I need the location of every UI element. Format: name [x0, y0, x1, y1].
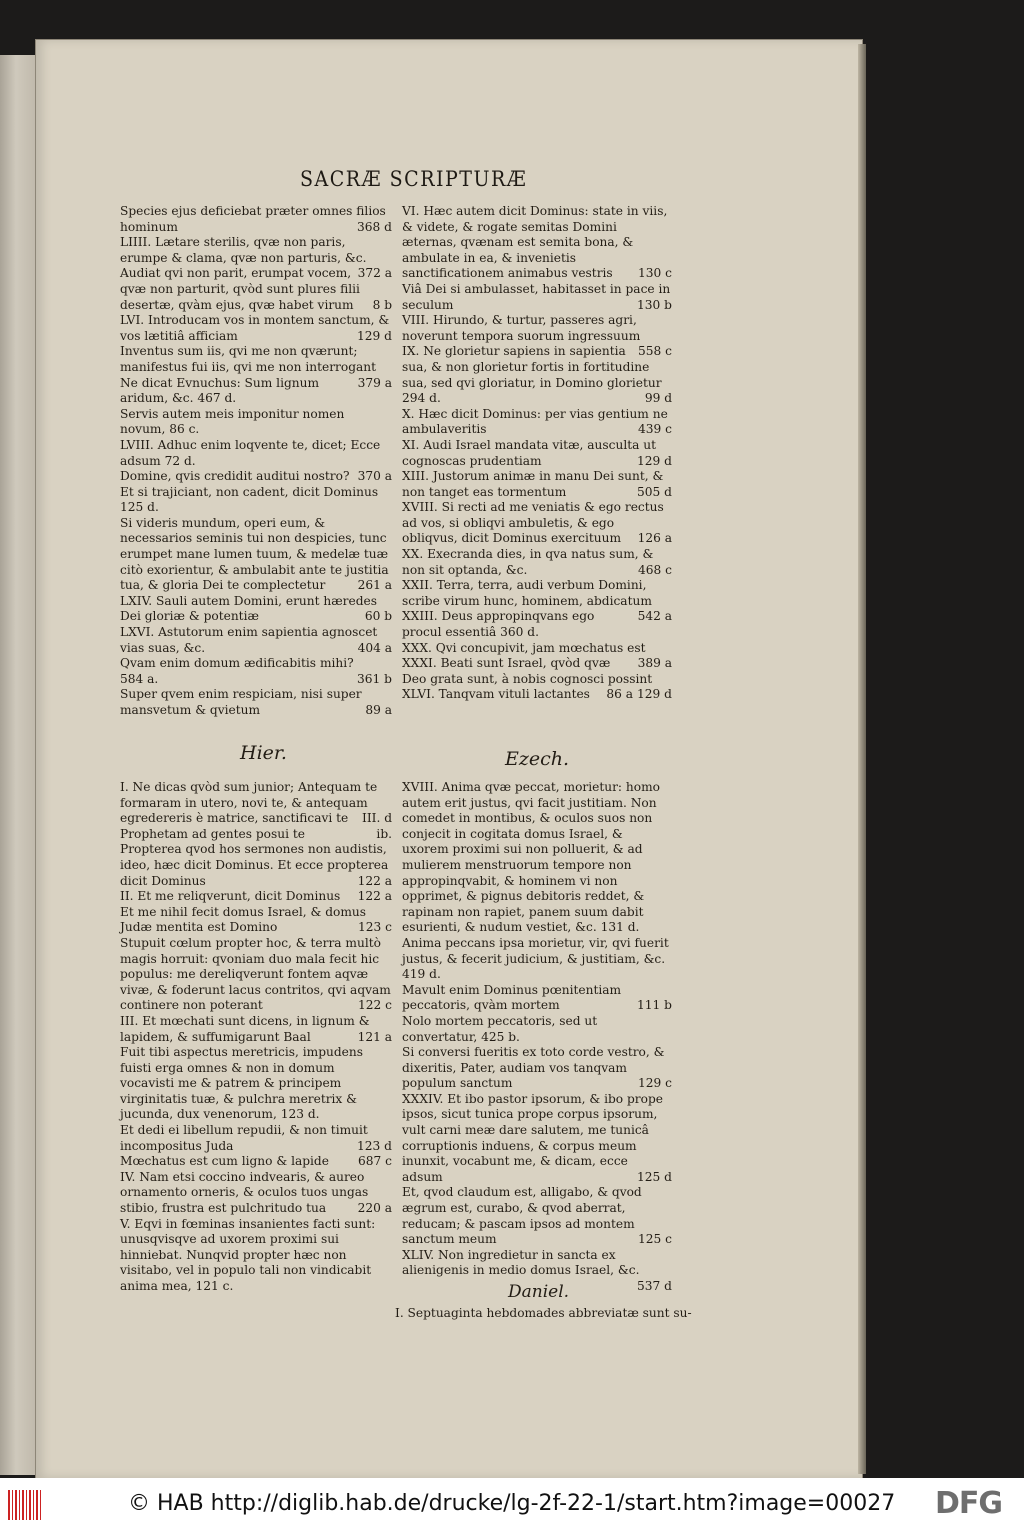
index-entry — [402, 204, 672, 282]
page-reference: 122 a — [357, 873, 392, 888]
page-reference: 537 d — [637, 1279, 672, 1293]
page-edge-shadow — [858, 44, 866, 1474]
page-reference: 125 d — [637, 1169, 672, 1184]
page-reference: 122 c — [358, 998, 392, 1013]
index-entry — [120, 780, 392, 827]
facing-page-edge — [0, 55, 40, 1475]
page-reference: 60 b — [364, 609, 392, 624]
entry-text: Et si trajiciant, non cadent, dicit Dominus 125 d. — [120, 484, 379, 515]
page-reference: 8 b — [372, 297, 392, 312]
page-reference: 89 a — [365, 703, 392, 717]
section-heading-hier: Hier. — [240, 742, 287, 764]
entry-text: XX. Execranda dies, in qva natus sum, & non sit optanda, &c. — [402, 547, 654, 577]
index-entry — [402, 609, 672, 640]
index-entry — [120, 204, 392, 235]
index-entry — [120, 936, 392, 1014]
index-entry — [120, 1014, 392, 1045]
index-entry — [120, 1123, 392, 1154]
entry-text: IX. Ne glorietur sapiens in sapientia sua, & non glorietur fortis in fortitudine sua, sed qvi gloriatur, in Domino glorietur — [402, 344, 662, 390]
page-reference: 121 a — [357, 1029, 392, 1044]
index-entry — [120, 889, 392, 905]
entry-text: Si videris mundum, operi eum, & necessarios seminis tui non despicies, tunc erumpet mane lumen tuum, & medelæ tuæ citò exorientur, & ambulabit ante te justitia tua, & gloria Dei te complectetur — [120, 515, 389, 593]
entry-text: XLVI. Tanqvam vituli lactantes — [402, 687, 590, 702]
index-entry — [120, 1045, 392, 1123]
right-column-bottom — [402, 780, 672, 1295]
page-reference: 379 a — [357, 375, 392, 390]
index-entry — [402, 1185, 672, 1247]
page-reference: 130 c — [638, 266, 672, 281]
index-entry — [402, 1092, 672, 1186]
index-entry — [120, 469, 392, 485]
entry-text: IV. Nam etsi coccino indvearis, & aureo ornamento orneris, & oculos tuos ungas stibio, frustra est pulchritudo tua — [120, 1169, 369, 1216]
entry-text: Ne dicat Evnuchus: Sum lignum aridum, &c. 467 d. — [120, 375, 320, 406]
index-entry — [402, 391, 672, 407]
index-entry — [120, 407, 392, 438]
entry-text: Nolo mortem peccatoris, sed ut convertatur, 425 b. — [402, 1013, 598, 1044]
page-reference: 126 a — [637, 531, 672, 546]
page-reference: 372 a — [357, 266, 392, 281]
index-entry — [120, 594, 392, 625]
entry-text: XXIII. Deus appropinqvans ego procul essentiâ 360 d. — [402, 609, 595, 640]
dfg-logo: DFG — [935, 1486, 1003, 1521]
entry-text: XXXIV. Et ibo pastor ipsorum, & ibo prope ipsos, sicut tunica prope corpus ipsorum, vult carni meæ dare salutem, me tunicâ corruptionis induens, & corpus meum inunxit, vocabunt me, & dicam, ecce adsum — [402, 1091, 663, 1184]
index-entry — [120, 485, 392, 516]
entry-text: 584 a. — [120, 671, 159, 686]
page-reference: 687 c — [358, 1154, 392, 1169]
entry-text: XXXI. Beati sunt Israel, qvòd qvæ Deo grata sunt, à nobis cognosci possint — [402, 656, 653, 686]
entry-text: Mavult enim Dominus pœnitentiam peccatoris, qvàm mortem — [402, 982, 622, 1013]
index-entry — [120, 376, 392, 407]
index-entry — [120, 1170, 392, 1217]
page-reference: 439 c — [638, 422, 672, 437]
entry-text: V. Eqvi in fœminas insanientes facti sunt: unusqvisqve ad uxorem proximi sui hinniebat. Nunqvid propter hæc non visitabo, vel in populo tali non vindicabit anima mea, 121 c. — [120, 1216, 376, 1293]
entry-text: Anima peccans ipsa morietur, vir, qvi fuerit justus, & fecerit judicium, & justitiam, &c. 419 d. — [402, 935, 669, 982]
entry-text: LVI. Introducam vos in montem sanctum, & vos lætitiâ afficiam — [120, 313, 390, 343]
index-entry — [402, 282, 672, 313]
entry-text: Et, qvod claudum est, alligabo, & qvod ægrum est, curabo, & qvod aberrat, reducam; & pascam ipsos ad montem sanctum meum — [402, 1185, 642, 1247]
page-reference: III. d — [362, 811, 392, 826]
entry-text: XI. Audi Israel mandata vitæ, ausculta ut cognoscas prudentiam — [402, 437, 656, 468]
entry-text: Et me nihil fecit domus Israel, & domus Judæ mentita est Domino — [120, 904, 367, 935]
index-entry — [120, 266, 392, 313]
page-reference: 505 d — [637, 484, 672, 499]
index-entry — [402, 780, 672, 936]
page-reference: 123 c — [358, 920, 392, 935]
page-reference: 404 a — [357, 640, 392, 655]
entry-text: Fuit tibi aspectus meretricis, impudens fuisti erga omnes & non in domum vocavisti me & patrem & principem virginitatis tuæ, & pulchra meretrix & jucunda, dux venenorum, 123 d. — [120, 1045, 363, 1122]
entry-text: LIIII. Lætare sterilis, qvæ non paris, erumpe & clama, qvæ non parturis, &c. — [120, 235, 367, 265]
page-reference: 542 a — [637, 609, 672, 624]
entry-text: Mœchatus est cum ligno & lapide — [120, 1154, 329, 1169]
running-head: SACRÆ SCRIPTURÆ — [300, 166, 528, 192]
entry-text: XIII. Justorum animæ in manu Dei sunt, & non tanget eas tormentum — [402, 469, 664, 499]
entry-text: 294 d. — [402, 391, 441, 406]
entry-text: III. Et mœchati sunt dicens, in lignum & lapidem, & suffumigarunt Baal — [120, 1013, 370, 1044]
entry-text: Propterea qvod hos sermones non audistis, ideo, hæc dicit Dominus. Et ecce propterea dicit Dominus — [120, 842, 389, 888]
page-reference: 125 c — [638, 1232, 672, 1247]
page-reference: 389 a — [637, 656, 672, 671]
page-reference: 122 a — [357, 889, 392, 904]
page-reference: ib. — [376, 826, 392, 841]
entry-text: X. Hæc dicit Dominus: per vias gentium ne ambulaveritis — [402, 406, 668, 437]
page-reference: 261 a — [357, 578, 392, 593]
page-reference: 370 a — [357, 469, 392, 484]
entry-text: I. Ne dicas qvòd sum junior; Antequam te formaram in utero, novi te, & antequam egredereris è matrice, sanctificavi te — [120, 780, 378, 826]
entry-text: Super qvem enim respiciam, nisi super mansvetum & qvietum — [120, 687, 362, 717]
entry-text: II. Et me reliqverunt, dicit Dominus — [120, 889, 341, 904]
index-entry — [402, 500, 672, 547]
index-entry — [120, 827, 392, 843]
entry-text: Stupuit cœlum propter hoc, & terra multò magis horruit: qvoniam duo mala fecit hic populus: me dereliqverunt fontem aqvæ vivæ, & foderunt lacus contritos, qvi aqvam continere non poterant — [120, 935, 391, 1013]
page-reference: 368 d — [357, 219, 392, 234]
page-reference: 129 d — [357, 328, 392, 343]
index-entry — [120, 687, 392, 718]
library-logo-icon — [8, 1490, 42, 1520]
page-reference: 558 c — [638, 344, 672, 359]
index-entry — [120, 1217, 392, 1295]
footer-url[interactable]: © HAB http://diglib.hab.de/drucke/lg-2f-22-1/start.htm?image=00027 — [128, 1491, 896, 1516]
index-entry — [402, 547, 672, 578]
index-entry — [402, 438, 672, 469]
index-entry — [402, 936, 672, 983]
entry-text: Prophetam ad gentes posui te — [120, 826, 305, 841]
entry-text: XVIII. Anima qvæ peccat, morietur: homo autem erit justus, qvi facit justitiam. Non comedet in montibus, & oculos suos non conjecit in cogitata domus Israel, & uxorem proximi sui non polluerit, & ad mulierem menstruorum tempore non appropinqvabit, & hominem vi non opprimet, & pignus debitoris reddet, & rapinam non rapiet, panem suum dabit esurienti, & nudum vestiet, &c. 131 d. — [402, 780, 660, 935]
entry-text: Inventus sum iis, qvi me non qværunt; manifestus fui iis, qvi me non interrogant — [120, 344, 377, 374]
page-reference: 129 d — [637, 453, 672, 468]
entry-text: LXIV. Sauli autem Domini, erunt hæredes Dei gloriæ & potentiæ — [120, 593, 377, 624]
page-reference: 220 a — [357, 1201, 392, 1216]
entry-text: Qvam enim domum ædificabitis mihi? — [120, 656, 354, 671]
page-reference: 99 d — [644, 391, 672, 406]
entry-text: XXII. Terra, terra, audi verbum Domini, scribe virum hunc, hominem, abdicatum — [402, 578, 652, 608]
index-entry — [120, 438, 392, 469]
index-entry — [120, 842, 392, 889]
page-reference: 123 d — [357, 1138, 392, 1153]
entry-text: XLIV. Non ingredietur in sancta ex alienigenis in medio domus Israel, &c. — [402, 1247, 640, 1278]
entry-text: LXVI. Astutorum enim sapientia agnoscet vias suas, &c. — [120, 625, 378, 655]
section-heading-ezech: Ezech. — [505, 748, 570, 770]
entry-text: Et dedi ei libellum repudii, & non timuit incompositus Juda — [120, 1123, 368, 1153]
index-entry — [402, 983, 672, 1014]
entry-text: Audiat qvi non parit, erumpat vocem, qvæ non parturit, qvòd sunt plures filii desertæ, qvàm ejus, qvæ habet virum — [120, 266, 360, 312]
left-column-top — [120, 204, 392, 719]
page-reference: 129 d — [637, 687, 672, 702]
entry-text: Species ejus deficiebat præter omnes filios hominum — [120, 204, 386, 234]
entry-text: VI. Hæc autem dicit Dominus: state in viis, & videte, & rogate semitas Domini æternas, qvænam est semita bona, & ambulate in ea, & invenietis sanctificationem animabus vestris — [402, 204, 668, 281]
right-column-top — [402, 204, 672, 703]
index-entry — [402, 469, 672, 500]
entry-text: VIII. Hirundo, & turtur, passeres agri, noverunt tempora suorum ingressuum — [402, 313, 641, 343]
index-entry — [402, 313, 672, 359]
index-entry — [402, 1045, 672, 1092]
index-entry — [120, 625, 392, 656]
index-entry — [120, 344, 392, 390]
page-reference: 111 b — [637, 998, 672, 1013]
page-reference: 86 a — [606, 687, 634, 702]
entry-text: XXX. Qvi concupivit, jam mœchatus est — [402, 640, 646, 655]
index-entry — [120, 1154, 392, 1170]
entry-text: LVIII. Adhuc enim loqvente te, dicet; Ecce adsum 72 d. — [120, 437, 381, 468]
entry-text: Domine, qvis credidit auditui nostro? — [120, 469, 350, 484]
page-reference: 468 c — [638, 562, 672, 577]
page-reference: 130 b — [637, 297, 672, 312]
left-column-bottom — [120, 780, 392, 1295]
page-reference: 129 c — [638, 1076, 672, 1091]
page-reference: 361 b — [357, 671, 392, 686]
entry-text: Servis autem meis imponitur nomen novum, 86 c. — [120, 406, 345, 437]
index-entry — [402, 1014, 672, 1045]
index-entry — [120, 905, 392, 936]
index-entry — [402, 578, 672, 624]
entry-text: Viâ Dei si ambulasset, habitasset in pace in seculum — [402, 281, 671, 312]
index-entry — [120, 672, 392, 688]
entry-text: XVIII. Si recti ad me veniatis & ego rectus ad vos, si obliqvi ambuletis, & ego obliqvus, dicit Dominus exercituum — [402, 500, 664, 546]
index-entry — [402, 407, 672, 438]
index-entry — [120, 235, 392, 281]
entry-text: Si conversi fueritis ex toto corde vestro, & dixeritis, Pater, audiam vos tanqvam populum sanctum — [402, 1045, 665, 1091]
daniel-first-line: I. Septuaginta hebdomades abbreviatæ sunt su- — [395, 1306, 692, 1320]
section-heading-daniel: Daniel. — [508, 1282, 570, 1302]
index-entry — [120, 516, 392, 594]
index-entry — [120, 313, 392, 344]
index-entry — [402, 687, 672, 703]
